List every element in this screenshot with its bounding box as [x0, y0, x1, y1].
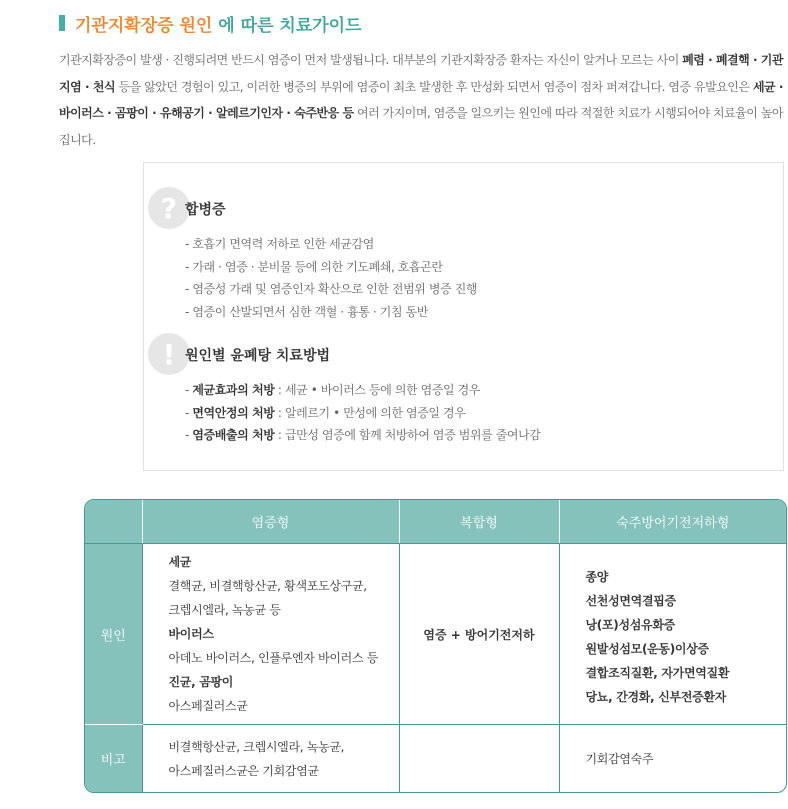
- list-item: - 호흡기 면역력 저하로 인한 세균감염: [185, 237, 374, 251]
- table-header-host-defense: 숙주방어기전저하형: [559, 500, 786, 544]
- cell-line: 원발성섬모(운동)이상증: [585, 642, 709, 656]
- list-item: [185, 424, 540, 447]
- table-row: [85, 725, 786, 793]
- treatment-label: 염증배출의 처방: [192, 428, 275, 442]
- cell-complex-note: [399, 725, 559, 793]
- cause-table: [84, 499, 787, 793]
- table-row: [85, 544, 786, 725]
- title-main: 기관지확장증 원인: [75, 15, 213, 36]
- list-item: [185, 379, 540, 402]
- intro-text-2: 등을 앓았던 경험이 있고, 이러한 병증의 부위에 염증이 최초 발생한 후 만성화 되면서 염증이 점차 퍼져갑니다. 염증 유발요인은: [115, 79, 753, 94]
- cell-line: 결합조직질환, 자가면역질환: [585, 666, 730, 680]
- cell-line: 결핵균, 비결핵항산균, 황색포도상구균,: [168, 579, 367, 593]
- row-label-note: 비고: [85, 725, 142, 793]
- table-header-empty: [85, 500, 142, 544]
- page-title: [59, 12, 362, 34]
- title-bar-marker: [59, 15, 65, 31]
- cell-host-cause: [559, 544, 786, 725]
- treatment-list: [185, 379, 540, 447]
- title-sub: 에 따른 치료가이드: [218, 15, 362, 36]
- treatment-label: 면역안정의 처방: [192, 405, 275, 420]
- treatment-text: : 급만성 염증에 함께 처방하여 염증 범위를 줄여나감: [274, 428, 541, 442]
- cell-line: 아데노 바이러스, 인플루엔자 바이러스 등: [168, 651, 379, 665]
- list-item: - 가래 · 염증 · 분비물 등에 의한 기도폐쇄, 호흡곤란: [185, 259, 443, 274]
- cell-line: 기회감염숙주: [585, 751, 654, 766]
- cell-host-note: [559, 725, 786, 793]
- cell-line: 아스페질러스균은 기회감염균: [168, 763, 319, 778]
- treatment-title: 원인별 윤폐탕 치료방법: [185, 348, 330, 364]
- intro-paragraph: [59, 47, 783, 153]
- cell-line: 비결핵항산균, 크렙시엘라, 녹농균,: [168, 739, 345, 754]
- cell-line: 선천성면역결핍증: [585, 594, 676, 608]
- dash: -: [185, 405, 193, 420]
- intro-text-1: 기관지확장증이 발생 · 진행되려면 반드시 염증이 먼저 발생됩니다. 대부분의 기관지확장증 환자는 자신이 알거나 모르는 사이: [59, 53, 683, 67]
- cell-line: 진균, 곰팡이: [168, 675, 234, 689]
- intro-text-3: 여러 가지이며, 염증을 일으키는 원인에 따라 적절한 치료가 시행되어야 치료율이 높아집니다.: [59, 106, 783, 147]
- dash: -: [185, 383, 193, 397]
- list-item: [185, 402, 540, 425]
- cell-line: 크렙시엘라, 녹농균 등: [168, 603, 281, 617]
- cell-line: 바이러스: [168, 627, 214, 641]
- list-item: - 염증성 가래 및 염증인자 확산으로 인한 전범위 병증 진행: [185, 282, 478, 296]
- treatment-label: 제균효과의 처방: [192, 383, 275, 397]
- complications-list: [185, 233, 477, 323]
- cell-line: 종양: [585, 570, 609, 584]
- cell-complex-cause: 염증 + 방어기전저하: [399, 544, 559, 725]
- cell-line: 세균: [168, 555, 192, 569]
- table-header-complex: 복합형: [399, 500, 559, 544]
- treatment-text: : 알레르기 • 만성에 의한 염증일 경우: [274, 405, 466, 420]
- row-label-cause: 원인: [85, 544, 142, 725]
- cell-inflammation-cause: [142, 544, 399, 725]
- complications-title: 합병증: [185, 202, 226, 218]
- dash: -: [185, 428, 193, 442]
- cell-line: 당뇨, 간경화, 신부전증환자: [585, 690, 726, 704]
- treatment-text: : 세균 • 바이러스 등에 의한 염증일 경우: [274, 383, 481, 397]
- exclamation-icon: !: [148, 333, 190, 375]
- table-header-inflammation: 염증형: [142, 500, 399, 544]
- intro-bold-factors: 세균 · 바이러스 · 곰팡이 · 유해공기 · 알레르기인자 · 숙주반응 등: [59, 79, 783, 120]
- cell-inflammation-note: [142, 725, 399, 793]
- info-box: [143, 162, 784, 471]
- question-icon: ?: [148, 187, 190, 229]
- cell-line: 낭(포)성섬유화증: [585, 618, 675, 632]
- intro-bold-diseases: 폐렴 · 폐결핵 · 기관지염 · 천식: [59, 53, 783, 94]
- cell-line: 아스페질러스균: [168, 699, 248, 713]
- list-item: - 염증이 산발되면서 심한 객혈 · 흉통 · 기침 동반: [185, 304, 428, 319]
